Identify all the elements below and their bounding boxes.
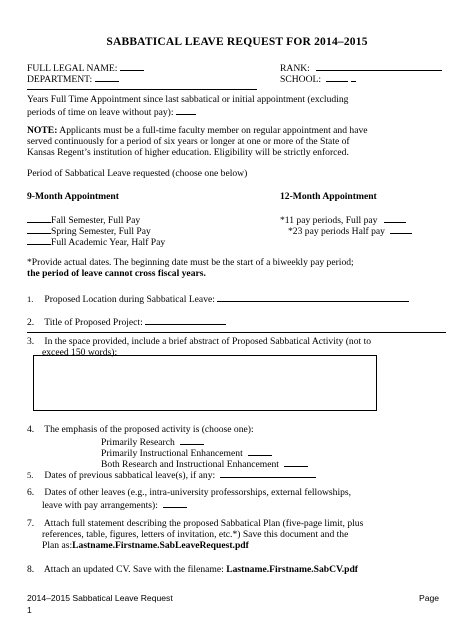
spring-label: Spring Semester, Full Pay bbox=[51, 226, 151, 237]
note-label: NOTE: bbox=[27, 125, 58, 136]
rank-blank[interactable] bbox=[316, 61, 442, 71]
period-text: Period of Sabbatical Leave requested (choose one below) bbox=[27, 168, 248, 179]
spring-blank[interactable] bbox=[27, 224, 51, 234]
item-5-number: 5. bbox=[27, 470, 34, 480]
item-2-number: 2. bbox=[27, 317, 35, 328]
fall-label: Fall Semester, Full Pay bbox=[51, 215, 141, 226]
years-text-line2-label: periods of time on leave without pay): bbox=[27, 107, 174, 118]
school-blank[interactable] bbox=[326, 72, 348, 82]
department-blank[interactable] bbox=[95, 72, 119, 82]
full-legal-name-label: FULL LEGAL NAME: bbox=[27, 63, 118, 74]
fall-blank[interactable] bbox=[27, 213, 51, 223]
half-pay-label: *23 pay periods Half pay bbox=[288, 226, 385, 237]
note-line1-text: Applicants must be a full-time faculty member on regular appointment and have bbox=[59, 125, 368, 136]
footer-left: 2014–2015 Sabbatical Leave Request bbox=[27, 593, 173, 603]
year-blank[interactable] bbox=[27, 235, 51, 245]
note-line3: Kansas Regent’s institution of higher education. Eligibility will be strictly enforced. bbox=[27, 147, 349, 158]
item-8 bbox=[27, 564, 358, 575]
item-1-number: 1. bbox=[27, 294, 34, 304]
header-divider bbox=[27, 89, 257, 90]
twelve-month-heading: 12-Month Appointment bbox=[280, 191, 377, 202]
item-8-number: 8. bbox=[27, 564, 35, 575]
item-4 bbox=[27, 424, 254, 435]
item-1-label: Proposed Location during Sabbatical Leave: bbox=[44, 294, 215, 305]
item-7-prefix: Plan as: bbox=[42, 540, 73, 551]
nine-month-heading: 9-Month Appointment bbox=[27, 191, 119, 202]
school-label: SCHOOL: bbox=[280, 74, 322, 85]
item-7-line1 bbox=[27, 518, 363, 529]
abstract-textbox[interactable] bbox=[33, 355, 377, 411]
both-label: Both Research and Instructional Enhancement bbox=[101, 459, 279, 470]
full-pay-label: *11 pay periods, Full pay bbox=[280, 215, 378, 226]
other-leaves-blank[interactable] bbox=[163, 498, 187, 508]
page-title: SABBATICAL LEAVE REQUEST FOR 2014–2015 bbox=[106, 36, 368, 48]
item-4-label: The emphasis of the proposed activity is (choose one): bbox=[44, 424, 254, 435]
department-label: DEPARTMENT: bbox=[27, 74, 93, 85]
research-blank[interactable] bbox=[180, 435, 204, 445]
item-7-number: 7. bbox=[27, 518, 35, 529]
item-3-line1 bbox=[27, 336, 371, 347]
item-5[interactable] bbox=[27, 468, 316, 481]
year-label: Full Academic Year, Half Pay bbox=[51, 237, 166, 248]
item-3-line1-text: In the space provided, include a brief abstract of Proposed Sabbatical Activity (not to bbox=[44, 336, 372, 347]
footer-page-number: 1 bbox=[27, 605, 32, 615]
years-blank[interactable] bbox=[176, 105, 196, 115]
both-blank[interactable] bbox=[284, 457, 308, 467]
item-2[interactable] bbox=[27, 315, 226, 328]
item-7-line3 bbox=[42, 540, 249, 551]
cv-filename: Lastname.Firstname.SabCV.pdf bbox=[226, 564, 358, 575]
previous-leave-blank[interactable] bbox=[220, 468, 316, 478]
sab-leave-filename: Lastname.Firstname.SabLeaveRequest.pdf bbox=[72, 540, 249, 551]
item-6-line1-text: Dates of other leaves (e.g., intra-university professorships, external fellowships, bbox=[44, 487, 352, 498]
twelve-month-option-half[interactable] bbox=[288, 224, 412, 237]
full-legal-name-blank[interactable] bbox=[120, 61, 144, 71]
item-7-line2: references, table, figures, letters of invitation, etc.*) Save this document and the bbox=[42, 529, 349, 540]
half-pay-blank[interactable] bbox=[390, 224, 412, 234]
research-label: Primarily Research bbox=[101, 437, 175, 448]
item-3-line2: exceed 150 words): bbox=[42, 347, 118, 358]
item-4-number: 4. bbox=[27, 424, 35, 435]
item-6-number: 6. bbox=[27, 487, 35, 498]
note-line1 bbox=[27, 125, 368, 136]
rank-label: RANK: bbox=[280, 63, 310, 74]
item-7-line1-text: Attach full statement describing the proposed Sabbatical Plan (five-page limit, plus bbox=[43, 518, 364, 529]
title-blank[interactable] bbox=[145, 315, 226, 325]
instructional-label: Primarily Instructional Enhancement bbox=[101, 448, 243, 459]
provide-dates-line1: *Provide actual dates. The beginning date must be the start of a biweekly pay period; bbox=[27, 257, 354, 268]
provide-dates-line2: the period of leave cannot cross fiscal years. bbox=[27, 268, 206, 279]
title-extra-line[interactable] bbox=[27, 332, 446, 333]
item-1[interactable] bbox=[27, 292, 409, 305]
location-blank[interactable] bbox=[217, 292, 409, 302]
note-line2: served continuously for a period of six years or longer at one or more of the State of bbox=[27, 136, 350, 147]
full-pay-blank[interactable] bbox=[384, 213, 406, 223]
nine-month-option-year[interactable] bbox=[27, 235, 165, 248]
item-3-number: 3. bbox=[27, 336, 35, 347]
department-field[interactable] bbox=[27, 72, 119, 85]
school-field[interactable] bbox=[280, 72, 356, 85]
item-2-label: Title of Proposed Project: bbox=[44, 317, 143, 328]
school-blank-extra[interactable] bbox=[351, 72, 356, 82]
years-text-line2 bbox=[27, 105, 196, 118]
footer-page-label: Page bbox=[419, 593, 440, 603]
item-6-line2-text: leave with pay arrangements): bbox=[42, 500, 158, 511]
item-6-line2[interactable] bbox=[42, 498, 187, 511]
instructional-blank[interactable] bbox=[248, 446, 272, 456]
years-text-line1: Years Full Time Appointment since last sabbatical or initial appointment (excluding bbox=[27, 94, 349, 105]
item-5-label: Dates of previous sabbatical leave(s), if any: bbox=[44, 470, 216, 481]
item-6-line1 bbox=[27, 487, 351, 498]
item-8-label: Attach an updated CV. Save with the filename: bbox=[43, 564, 224, 575]
